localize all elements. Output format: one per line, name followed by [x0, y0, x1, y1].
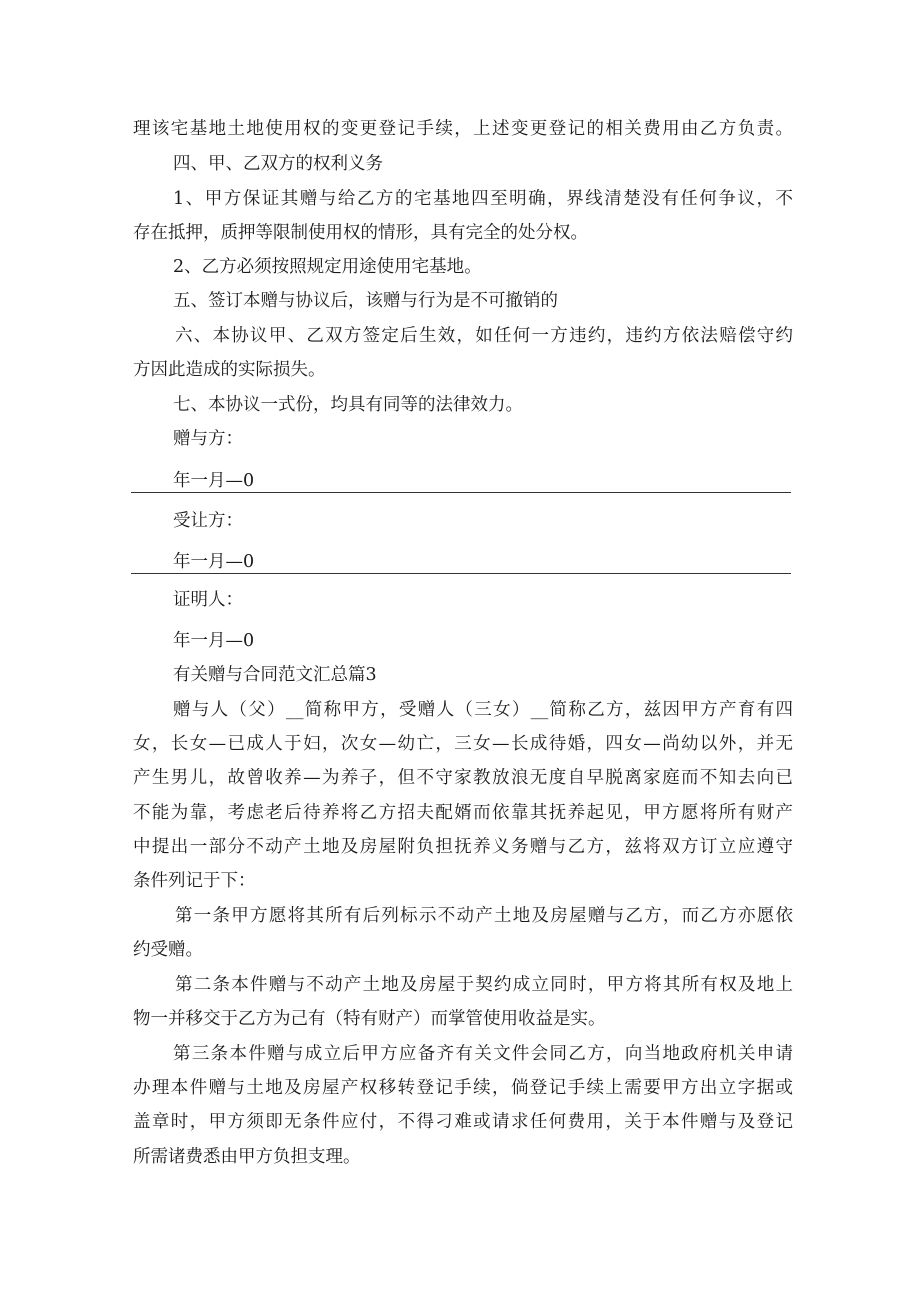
paragraph-line: 女，长女—已成人于妇，次女—幼亡，三女—长成待婚，四女—尚幼以外，并无 — [133, 734, 793, 754]
signature-line — [131, 573, 791, 574]
paragraph-line: 赠与人（父）__简称甲方，受赠人（三女）__简称乙方，兹因甲方产育有四 — [173, 700, 793, 720]
paragraph-line: 不能为靠，考虑老后待养将乙方招夫配婿而依靠其抚养起见，甲方愿将所有财产 — [133, 803, 793, 823]
article-line: 所需诸费悉由甲方负担支理。 — [133, 1147, 361, 1167]
article-line: 办理本件赠与土地及房屋产权移转登记手续，倘登记手续上需要甲方出立字据或 — [133, 1078, 793, 1098]
paragraph-line: 1、甲方保证其赠与给乙方的宅基地四至明确，界线清楚没有任何争议，不 — [173, 189, 793, 209]
signature-line — [131, 492, 791, 493]
section-heading-irrevocable: 五、签订本赠与协议后，该赠与行为是不可撤销的 — [173, 291, 558, 311]
article-line: 盖章时，甲方须即无条件应付，不得刁难或请求任何费用，关于本件赠与及登记 — [133, 1112, 793, 1132]
paragraph-line: 方因此造成的实际损失。 — [133, 360, 326, 380]
article-line: 第三条本件赠与成立后甲方应备齐有关文件会同乙方，向当地政府机关申请 — [173, 1044, 793, 1064]
paragraph-line: 中提出一部分不动产土地及房屋附负担抚养义务赠与乙方，兹将双方订立应遵守 — [133, 837, 793, 857]
article-line: 第一条甲方愿将其所有后列标示不动产土地及房屋赠与乙方，而乙方亦愿依 — [175, 906, 793, 926]
article-line: 物一并移交于乙方为己有（特有财产）而掌管使用收益是实。 — [133, 1009, 606, 1029]
recipient-date: 年一月—0 — [173, 552, 255, 572]
paragraph-line: 六、本协议甲、乙双方签定后生效，如任何一方违约，违约方依法赔偿守约 — [175, 326, 793, 346]
paragraph-line: 存在抵押，质押等限制使用权的情形，具有完全的处分权。 — [133, 223, 588, 243]
paragraph-line: 2、乙方必须按照规定用途使用宅基地。 — [173, 257, 482, 277]
donor-date: 年一月—0 — [173, 471, 255, 491]
section-title: 有关赠与合同范文汇总篇3 — [173, 665, 377, 685]
article-line: 约受赠。 — [133, 940, 203, 960]
paragraph-line: 条件列记于下： — [133, 871, 256, 891]
witness-date: 年一月—0 — [173, 631, 255, 651]
article-line: 第二条本件赠与不动产土地及房屋于契约成立同时，甲方将其所有权及地上 — [175, 975, 793, 995]
paragraph-line: 七、本协议一式份，均具有同等的法律效力。 — [173, 395, 523, 415]
donor-signature-label: 赠与方： — [173, 429, 243, 449]
paragraph-line: 产生男儿，故曾收养—为养子，但不守家教放浪无度自早脱离家庭而不知去向已 — [133, 768, 793, 788]
recipient-signature-label: 受让方： — [173, 511, 243, 531]
section-heading-rights: 四、甲、乙双方的权利义务 — [173, 154, 383, 174]
paragraph-line: 理该宅基地土地使用权的变更登记手续，上述变更登记的相关费用由乙方负责。 — [133, 119, 793, 139]
witness-signature-label: 证明人： — [173, 590, 243, 610]
